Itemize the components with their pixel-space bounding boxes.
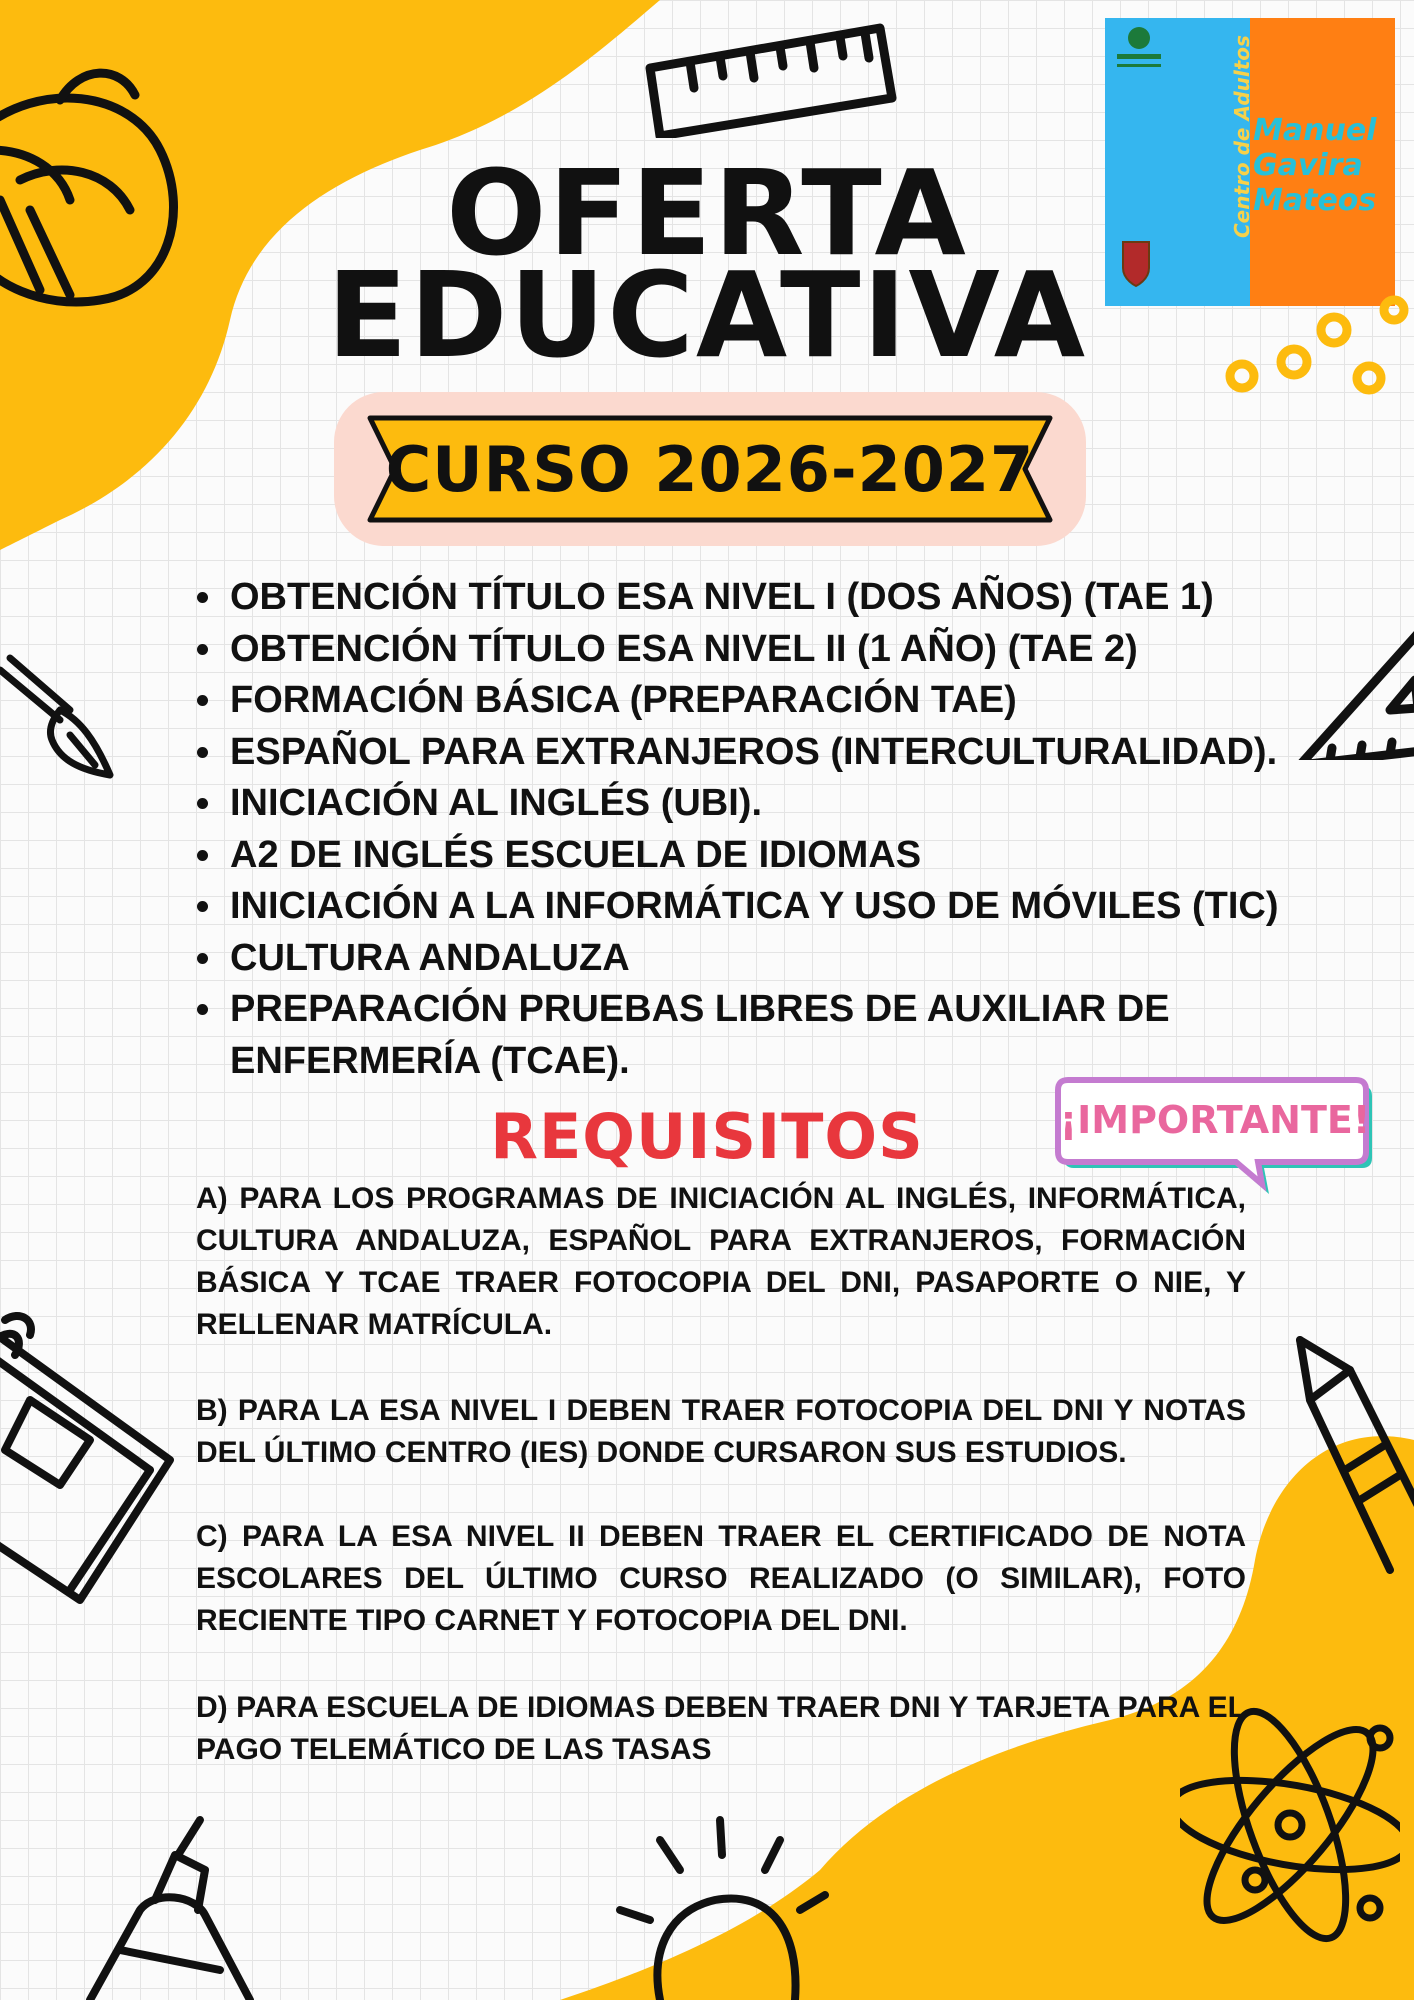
junta-emblem-icon [1113, 22, 1183, 92]
list-item: • ESPAÑOL PARA EXTRANJEROS (INTERCULTURALIDAD). [226, 727, 1346, 779]
title-line-2: EDUCATIVA [326, 246, 1088, 384]
ruler-icon [640, 18, 900, 138]
glue-bottle-icon [80, 1800, 280, 2000]
council-crest-icon [1119, 238, 1159, 298]
list-item: • INICIACIÓN AL INGLÉS (UBI). [226, 778, 1346, 830]
course-banner [330, 388, 1090, 550]
crayon-icon [1290, 1330, 1414, 1630]
logo-vertical-text: Centro de Adultos [1230, 35, 1254, 238]
requirement-b: B) PARA LA ESA NIVEL I DEBEN TRAER FOTOCOPIA DEL DNI Y NOTAS DEL ÚLTIMO CENTRO (IES) DONDE CURSARON SUS ESTUDIOS. [196, 1394, 1246, 1469]
set-square-icon [1290, 600, 1414, 760]
course-banner-text: CURSO 2026-2027 [385, 432, 1035, 506]
logo-name-3: Mateos [1253, 183, 1377, 218]
notebook-icon [0, 1310, 180, 1610]
list-item: • CULTURA ANDALUZA [226, 933, 1346, 985]
list-item: • A2 DE INGLÉS ESCUELA DE IDIOMAS [226, 830, 1346, 882]
list-item: • OBTENCIÓN TÍTULO ESA NIVEL I (DOS AÑOS) (TAE 1) [226, 572, 1346, 624]
paintbrush-icon [0, 650, 130, 790]
list-item: • OBTENCIÓN TÍTULO ESA NIVEL II (1 AÑO) (TAE 2) [226, 624, 1346, 676]
important-badge-text: ¡IMPORTANTE! [1059, 1098, 1371, 1142]
logo-name-2: Gavira [1253, 148, 1363, 183]
programs-list [182, 572, 1346, 1087]
school-logo [1105, 18, 1395, 306]
atom-icon [1180, 1690, 1400, 1960]
list-item: • FORMACIÓN BÁSICA (PREPARACIÓN TAE) [226, 675, 1346, 727]
yellow-rings-decoration [1214, 290, 1414, 400]
lightbulb-icon [600, 1800, 860, 2000]
requirement-c: C) PARA LA ESA NIVEL II DEBEN TRAER EL CERTIFICADO DE NOTA ESCOLARES DEL ÚLTIMO CURSO REALIZADO (O SIMILAR), FOTO RECIENTE TIPO CARNET Y FOTOCOPIA DEL DNI. [196, 1520, 1246, 1637]
list-item: • INICIACIÓN A LA INFORMÁTICA Y USO DE MÓVILES (TIC) [226, 881, 1346, 933]
logo-name-1: Manuel [1253, 113, 1377, 148]
requirement-a: A) PARA LOS PROGRAMAS DE INICIACIÓN AL INGLÉS, INFORMÁTICA, CULTURA ANDALUZA, ESPAÑOL PARA EXTRANJEROS, FORMACIÓN BÁSICA Y TCAE TRAER FOTOCOPIA DEL DNI, PASAPORTE O NIE, Y RELLENAR MATRÍCULA. [196, 1182, 1246, 1341]
requirement-d: D) PARA ESCUELA DE IDIOMAS DEBEN TRAER DNI Y TARJETA PARA EL PAGO TELEMÁTICO DE LAS TASAS [196, 1691, 1246, 1766]
list-item: • PREPARACIÓN PRUEBAS LIBRES DE AUXILIAR DE ENFERMERÍA (TCAE). [226, 984, 1210, 1087]
title-line-1: OFERTA [446, 144, 968, 282]
requirements-title: REQUISITOS [490, 1100, 924, 1173]
